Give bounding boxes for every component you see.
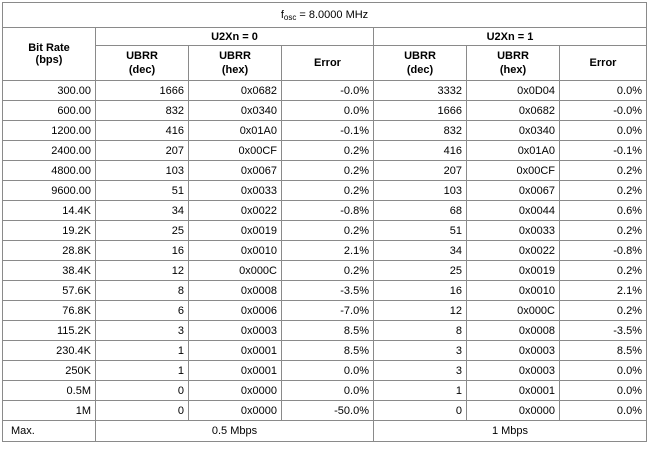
table-row: [3, 321, 647, 341]
ubrr-dec-cell: 12: [374, 301, 467, 321]
ubrr-hex-cell: 0x0019: [467, 261, 560, 281]
error-cell: 0.0%: [282, 361, 374, 381]
ubrr-hex-cell: 0x0044: [467, 201, 560, 221]
table-row: [3, 181, 647, 201]
ubrr-dec-cell: 207: [96, 141, 189, 161]
table-row: [3, 101, 647, 121]
error-cell: 0.2%: [560, 181, 647, 201]
error-cell: 0.0%: [560, 81, 647, 101]
subheader-line2: (hex): [221, 64, 249, 76]
ubrr-hex-cell: 0x01A0: [189, 121, 282, 141]
ubrr-dec-cell: 0: [96, 401, 189, 421]
ubrr-dec-cell: 8: [374, 321, 467, 341]
error-cell: 0.2%: [282, 181, 374, 201]
table-row: [3, 161, 647, 181]
ubrr-dec-cell: 16: [96, 241, 189, 261]
ubrr-hex-cell: 0x0067: [189, 161, 282, 181]
subheader-line1: UBRR: [219, 50, 251, 62]
oscillator-frequency-caption: [3, 3, 647, 28]
ubrr-dec-cell: 1666: [374, 101, 467, 121]
table-row: [3, 361, 647, 381]
subheader-line1: UBRR: [126, 50, 158, 62]
ubrr-dec-cell: 12: [96, 261, 189, 281]
ubrr-dec-cell: 16: [374, 281, 467, 301]
error-cell: 0.2%: [282, 161, 374, 181]
table-row: [3, 381, 647, 401]
ubrr-hex-cell: 0x0022: [189, 201, 282, 221]
ubrr-hex-cell: 0x0019: [189, 221, 282, 241]
ubrr-hex-cell: 0x0000: [189, 401, 282, 421]
ubrr-hex-header: [189, 46, 282, 81]
table-row: [3, 121, 647, 141]
bit-rate-cell: 300.00: [3, 81, 96, 101]
ubrr-dec-cell: 416: [374, 141, 467, 161]
error-cell: -0.8%: [282, 201, 374, 221]
ubrr-dec-cell: 0: [374, 401, 467, 421]
ubrr-dec-cell: 103: [374, 181, 467, 201]
ubrr-dec-cell: 832: [96, 101, 189, 121]
table-row: [3, 221, 647, 241]
ubrr-dec-cell: 68: [374, 201, 467, 221]
max-rate-u2x1: 1 Mbps: [374, 421, 647, 442]
ubrr-dec-cell: 1: [96, 341, 189, 361]
error-cell: 0.2%: [282, 261, 374, 281]
subheader-line2: (dec): [128, 64, 156, 76]
bit-rate-cell: 2400.00: [3, 141, 96, 161]
bit-rate-header-line2: (bps): [35, 54, 63, 66]
table-row: [3, 301, 647, 321]
error-cell: 2.1%: [560, 281, 647, 301]
ubrr-dec-cell: 3: [374, 361, 467, 381]
error-cell: 0.0%: [560, 401, 647, 421]
ubrr-hex-cell: 0x0D04: [467, 81, 560, 101]
bit-rate-cell: 38.4K: [3, 261, 96, 281]
ubrr-hex-cell: 0x0003: [467, 361, 560, 381]
fosc-value: = 8.0000 MHz: [296, 9, 369, 21]
ubrr-hex-cell: 0x0682: [467, 101, 560, 121]
ubrr-hex-cell: 0x00CF: [467, 161, 560, 181]
bit-rate-cell: 14.4K: [3, 201, 96, 221]
ubrr-dec-cell: 25: [96, 221, 189, 241]
ubrr-dec-cell: 103: [96, 161, 189, 181]
ubrr-hex-cell: 0x0001: [467, 381, 560, 401]
ubrr-dec-cell: 0: [96, 381, 189, 401]
bit-rate-cell: 600.00: [3, 101, 96, 121]
ubrr-hex-cell: 0x0000: [467, 401, 560, 421]
table-row: [3, 141, 647, 161]
subheader-line1: Error: [589, 57, 617, 69]
error-cell: 0.2%: [282, 141, 374, 161]
table-row: [3, 261, 647, 281]
error-cell: -50.0%: [282, 401, 374, 421]
error-cell: 0.0%: [560, 361, 647, 381]
ubrr-hex-cell: 0x0003: [467, 341, 560, 361]
ubrr-dec-cell: 832: [374, 121, 467, 141]
ubrr-dec-header: [96, 46, 189, 81]
error-cell: 0.0%: [560, 121, 647, 141]
bit-rate-cell: 250K: [3, 361, 96, 381]
ubrr-dec-cell: 1666: [96, 81, 189, 101]
ubrr-dec-header: [374, 46, 467, 81]
ubrr-dec-cell: 25: [374, 261, 467, 281]
error-header: [282, 46, 374, 81]
ubrr-dec-cell: 34: [96, 201, 189, 221]
table-row: [3, 281, 647, 301]
error-cell: -3.5%: [560, 321, 647, 341]
ubrr-dec-cell: 1: [374, 381, 467, 401]
ubrr-dec-cell: 3: [96, 321, 189, 341]
error-cell: 8.5%: [282, 341, 374, 361]
ubrr-hex-cell: 0x0006: [189, 301, 282, 321]
ubrr-dec-cell: 1: [96, 361, 189, 381]
bit-rate-header: [3, 28, 96, 81]
max-label: Max.: [3, 421, 96, 442]
subheader-line2: (dec): [406, 64, 434, 76]
bit-rate-header-line1: Bit Rate: [28, 42, 70, 54]
ubrr-hex-cell: 0x0340: [467, 121, 560, 141]
ubrr-hex-cell: 0x000C: [189, 261, 282, 281]
bit-rate-cell: 19.2K: [3, 221, 96, 241]
ubrr-hex-cell: 0x0067: [467, 181, 560, 201]
table-row: [3, 341, 647, 361]
error-cell: 0.0%: [560, 381, 647, 401]
ubrr-hex-cell: 0x0033: [467, 221, 560, 241]
table-row: [3, 241, 647, 261]
table-row: [3, 81, 647, 101]
ubrr-hex-cell: 0x0033: [189, 181, 282, 201]
bit-rate-cell: 0.5M: [3, 381, 96, 401]
error-cell: 2.1%: [282, 241, 374, 261]
ubrr-hex-cell: 0x0010: [189, 241, 282, 261]
bit-rate-cell: 115.2K: [3, 321, 96, 341]
ubrr-hex-cell: 0x0001: [189, 341, 282, 361]
error-cell: -0.0%: [282, 81, 374, 101]
ubrr-dec-cell: 51: [96, 181, 189, 201]
ubrr-hex-cell: 0x01A0: [467, 141, 560, 161]
error-header: [560, 46, 647, 81]
ubrr-hex-cell: 0x0001: [189, 361, 282, 381]
subheader-line1: UBRR: [497, 50, 529, 62]
error-cell: -3.5%: [282, 281, 374, 301]
error-cell: 0.2%: [560, 221, 647, 241]
ubrr-hex-cell: 0x0010: [467, 281, 560, 301]
subheader-line2: (hex): [499, 64, 527, 76]
error-cell: -0.1%: [282, 121, 374, 141]
ubrr-hex-header: [467, 46, 560, 81]
group-header-u2x0: U2Xn = 0: [96, 28, 374, 46]
ubrr-dec-cell: 3332: [374, 81, 467, 101]
ubrr-hex-cell: 0x0008: [189, 281, 282, 301]
bit-rate-cell: 1200.00: [3, 121, 96, 141]
table-row: [3, 201, 647, 221]
error-cell: 8.5%: [560, 341, 647, 361]
fosc-subscript: osc: [283, 13, 297, 22]
ubrr-hex-cell: 0x0003: [189, 321, 282, 341]
ubrr-dec-cell: 51: [374, 221, 467, 241]
ubrr-hex-cell: 0x0022: [467, 241, 560, 261]
group-header-u2x1: U2Xn = 1: [374, 28, 647, 46]
bit-rate-cell: 76.8K: [3, 301, 96, 321]
ubrr-hex-cell: 0x0008: [467, 321, 560, 341]
ubrr-dec-cell: 3: [374, 341, 467, 361]
subheader-line1: UBRR: [404, 50, 436, 62]
ubrr-dec-cell: 416: [96, 121, 189, 141]
error-cell: 0.0%: [282, 381, 374, 401]
error-cell: 0.2%: [560, 301, 647, 321]
error-cell: 0.2%: [560, 261, 647, 281]
bit-rate-cell: 230.4K: [3, 341, 96, 361]
ubrr-hex-cell: 0x0000: [189, 381, 282, 401]
ubrr-hex-cell: 0x00CF: [189, 141, 282, 161]
subheader-line1: Error: [314, 57, 341, 69]
error-cell: -0.1%: [560, 141, 647, 161]
error-cell: 0.2%: [560, 161, 647, 181]
error-cell: 0.6%: [560, 201, 647, 221]
bit-rate-cell: 1M: [3, 401, 96, 421]
ubrr-hex-cell: 0x000C: [467, 301, 560, 321]
table-row: [3, 401, 647, 421]
ubrr-hex-cell: 0x0340: [189, 101, 282, 121]
max-rate-u2x0: 0.5 Mbps: [96, 421, 374, 442]
ubrr-dec-cell: 34: [374, 241, 467, 261]
ubrr-dec-cell: 8: [96, 281, 189, 301]
bit-rate-cell: 28.8K: [3, 241, 96, 261]
bit-rate-cell: 57.6K: [3, 281, 96, 301]
error-cell: 0.0%: [282, 101, 374, 121]
bit-rate-cell: 4800.00: [3, 161, 96, 181]
bit-rate-cell: 9600.00: [3, 181, 96, 201]
ubrr-dec-cell: 207: [374, 161, 467, 181]
ubrr-dec-cell: 6: [96, 301, 189, 321]
error-cell: -7.0%: [282, 301, 374, 321]
ubrr-hex-cell: 0x0682: [189, 81, 282, 101]
error-cell: -0.0%: [560, 101, 647, 121]
error-cell: 0.2%: [282, 221, 374, 241]
baud-rate-table: [2, 2, 647, 442]
fosc-symbol: f: [280, 9, 284, 21]
error-cell: 8.5%: [282, 321, 374, 341]
error-cell: -0.8%: [560, 241, 647, 261]
